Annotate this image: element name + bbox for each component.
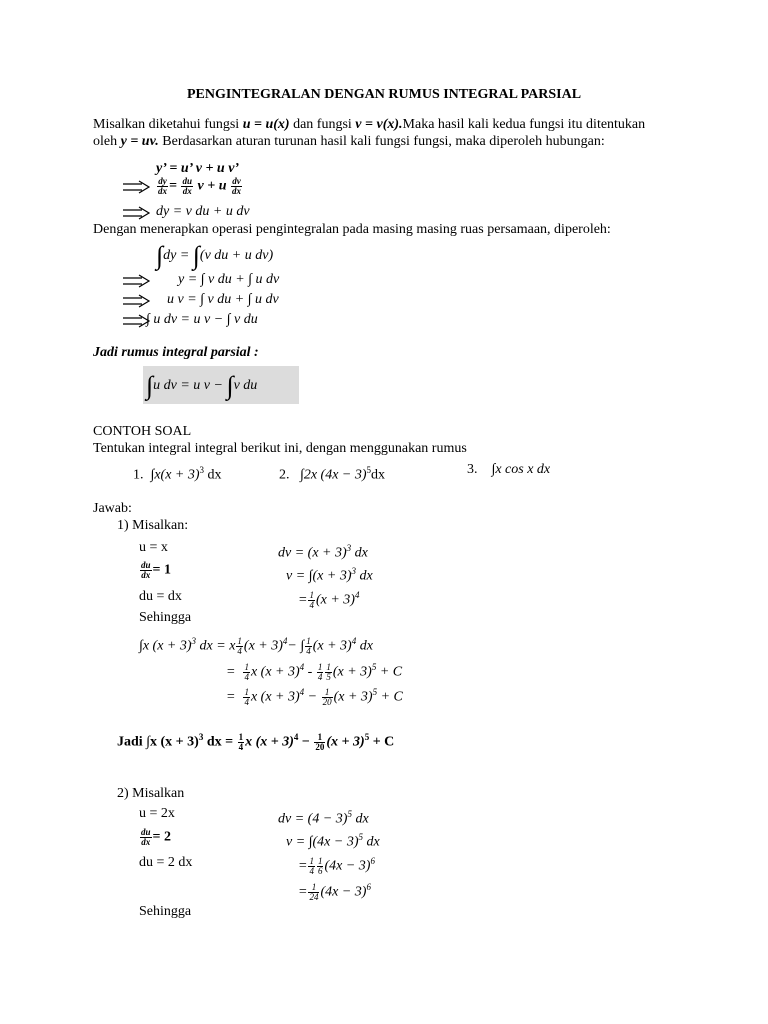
conclusion-label: Jadi rumus integral parsial : bbox=[93, 345, 259, 360]
sol1-dv: dv = $(x + 3)^3$ dx bbox=[278, 543, 368, 561]
intro-line-2: oleh y = uv. Berdasarkan aturan turunan hasil kali fungsi fungsi, maka diperoleh hubungan: bbox=[93, 134, 605, 149]
sol1-v: $v = \int(x + 3)^3$ dx bbox=[286, 566, 373, 584]
problem-1: 1. $\int x(x + 3)^3$ dx bbox=[133, 465, 222, 483]
sol2-dv: dv = $(4 - 3)^5$ dx bbox=[278, 809, 369, 827]
sol1-sehingga: Sehingga bbox=[139, 610, 192, 625]
step-integral-both-sides: ∫dy = ∫(v du + u dv) bbox=[156, 241, 274, 270]
contoh-instruction: Tentukan integral integral berikut ini, dengan menggunakan rumus bbox=[93, 441, 467, 456]
sol1-u: u = x bbox=[139, 540, 168, 555]
sol1-du: du = dx bbox=[139, 589, 182, 604]
sol1-line-1: ∫x $(x + 3)^3$ dx = x $\frac{1}{4}$ $(x + 3)^4-$ ∫ $\frac{1}{4}$ $(x + 3)^4$ dx bbox=[139, 635, 373, 656]
page-title: PENGINTEGRALAN DENGAN RUMUS INTEGRAL PARSIAL bbox=[186, 87, 582, 102]
sol2-dudx: $\frac{du}{dx}$ = 2 bbox=[141, 827, 171, 847]
sol1-conclusion: Jadi ∫x $(x + 3)^3$ dx = $\frac{1}{4}$ x $(x + 3)^4$ − $\frac{1}{20}$ $(x + 3)^5 + C$ bbox=[117, 731, 395, 752]
product-rule: y’ = u’ v + u v’ bbox=[156, 161, 240, 176]
sol2-v-result-1: = $\frac{1}{4}$ $\frac{1}{6}$ $(4x - 3)^6$ bbox=[298, 855, 375, 876]
apply-text: Dengan menerapkan operasi pengintegralan pada masing masing ruas persamaan, diperoleh: bbox=[93, 222, 611, 237]
implies-arrow-icon bbox=[122, 180, 152, 194]
implies-arrow-icon bbox=[122, 206, 152, 220]
derivative-equation: $\frac{dy}{dx}$ = $\frac{du}{dx}$ v + u $\frac{dv}{dx}$ bbox=[158, 176, 241, 196]
sol2-v: $v = \int(4x - 3)^5$ dx bbox=[286, 832, 380, 850]
intro-line-1: Misalkan diketahui fungsi u = u(x) dan fungsi v = v(x).Maka hasil kali kedua fungsi itu ditentukan bbox=[93, 117, 646, 132]
sol2-u: u = 2x bbox=[139, 806, 175, 821]
sol2-du: du = 2 dx bbox=[139, 855, 193, 870]
sol2-sehingga: Sehingga bbox=[139, 904, 192, 919]
sol1-line-3: = $\frac{1}{4}$ x $(x + 3)^4$ − $\frac{1}{20}$ $(x + 3)^5 + C$ bbox=[226, 686, 403, 707]
jawab-label: Jawab: bbox=[93, 501, 132, 516]
contoh-heading: CONTOH SOAL bbox=[93, 424, 192, 439]
implies-arrow-icon bbox=[122, 294, 152, 308]
step-y: y = ∫ v du + ∫ u dv bbox=[178, 272, 280, 287]
sol1-v-result: = $\frac{1}{4}$ $(x + 3)^4$ bbox=[298, 589, 360, 610]
step-result: ∫ u dv = u v − ∫ v du bbox=[146, 312, 258, 327]
sol2-v-result-2: = $\frac{1}{24}$ $(4x - 3)^6$ bbox=[298, 881, 371, 902]
sol1-line-2: = $\frac{1}{4}$ x $(x + 3)^4$ - $\frac{1}{4}$ $\frac{1}{5}$ $(x + 3)^5 + C$ bbox=[226, 661, 403, 682]
problem-3: 3. ∫x cos x dx bbox=[467, 462, 551, 477]
partial-integration-formula: ∫u dv = u v − ∫v du bbox=[146, 371, 258, 400]
problem-2: 2. ∫2x $(4x - 3)^5dx$ bbox=[279, 465, 386, 483]
sol1-dudx: $\frac{du}{dx}$ = 1 bbox=[141, 560, 171, 580]
sol1-heading: 1) Misalkan: bbox=[117, 518, 189, 533]
step-uv: u v = ∫ v du + ∫ u dv bbox=[167, 292, 279, 307]
implies-arrow-icon bbox=[122, 274, 152, 288]
differential-equation: dy = v du + u dv bbox=[156, 204, 250, 219]
sol2-heading: 2) Misalkan bbox=[117, 786, 185, 801]
